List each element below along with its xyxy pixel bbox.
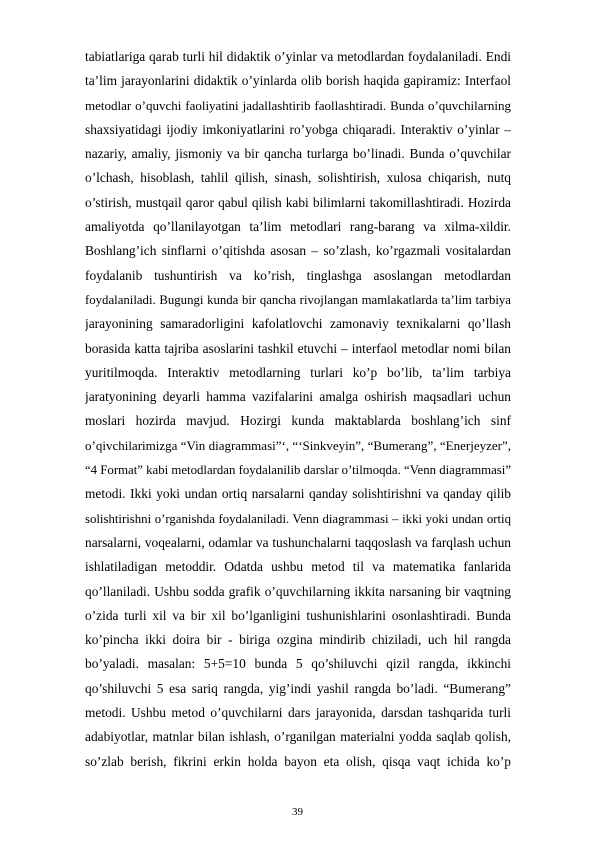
text-line: o’zida turli xil va bir xil bo’lganligini tushunishlarini osonlashtiradi. Bunda <box>85 607 511 623</box>
text-line: moslari hozirda mavjud. Hozirgi kunda maktablarda boshlang’ich sinf <box>85 413 511 429</box>
text-line: Boshlang’ich sinflarni o’qitishda asosan – so’zlash, ko’rgazmali vositalardan <box>85 243 511 259</box>
text-line: tabiatlariga qarab turli hil didaktik o’yinlar va metodlardan foydalaniladi. Endi <box>85 49 511 64</box>
text-line: qo’shiluvchi 5 esa sariq rangda, yig’indi yashil rangda bo’ladi. “Bumerang” <box>85 680 511 696</box>
text-line: ishlatiladigan metoddir. Odatda ushbu metod til va matematika fanlarida <box>85 559 511 575</box>
text-line: o’lchash, hisoblash, tahlil qilish, sinash, solishtirish, xulosa chiqarish, nutq <box>85 170 511 186</box>
text-line: shaxsiyatidagi ijodiy imkoniyatlarini ro’yobga chiqaradi. Interaktiv o’yinlar – <box>85 121 511 137</box>
text-line: qo’llaniladi. Ushbu sodda grafik o’quvchilarning ikkita narsaning bir vaqtning <box>85 583 511 599</box>
text-line: adabiyotlar, matnlar bilan ishlash, o’rganilgan materialni yodda saqlab qolish, <box>85 729 511 745</box>
text-line: foydalaniladi. Bugungi kunda bir qancha rivojlangan mamlakatlarda ta’lim tarbiya <box>85 292 511 307</box>
text-line: jarayonining samaradorligini kafolatlovchi zamonaviy texnikalarni qo’llash <box>85 316 511 332</box>
text-line: ko’pincha ikki doira bir - biriga ozgina mindirib chiziladi, uch hil rangda <box>85 632 511 648</box>
text-line: “4 Format” kabi metodlardan foydalanilib darslar o’tilmoqda. “Venn diagrammasi” <box>85 463 511 478</box>
text-line: borasida katta tajriba asoslarini tashkil etuvchi – interfaol metodlar nomi bilan <box>85 340 511 356</box>
page-number: 39 <box>292 806 303 818</box>
text-line: bo’yaladi. masalan: 5+5=10 bunda 5 qo’shiluvchi qizil rangda, ikkinchi <box>85 656 511 672</box>
text-line: so’zlab berish, fikrini erkin holda bayon eta olish, qisqa vaqt ichida ko’p <box>85 753 511 769</box>
body-text <box>85 45 511 774</box>
text-line: foydalanib tushuntirish va ko’rish, tinglashga asoslangan metodlardan <box>85 267 511 283</box>
text-line: o’stirish, mustqail qaror qabul qilish kabi bilimlarni takomillashtiradi. Hozirda <box>85 194 511 210</box>
text-line: metodi. Ushbu metod o’quvchilarni dars jarayonida, darsdan tashqarida turli <box>85 705 511 721</box>
text-line: metodlar o’quvchi faoliyatini jadallashtirib faollashtiradi. Bunda o’quvchilarning <box>85 97 511 113</box>
text-line: amaliyotda qo’llanilayotgan ta’lim metodlari rang-barang va xilma-xildir. <box>85 219 511 235</box>
text-line: yuritilmoqda. Interaktiv metodlarning turlari ko’p bo’lib, ta’lim tarbiya <box>85 364 511 380</box>
text-line: solishtirishni o’rganishda foydalaniladi. Venn diagrammasi – ikki yoki undan ortiq <box>85 511 511 526</box>
text-line: jaratyonining deyarli hamma vazifalarini amalga oshirish maqsadlari uchun <box>85 389 511 405</box>
text-line: narsalarni, voqealarni, odamlar va tushunchalarni taqqoslash va farqlash uchun <box>85 534 511 550</box>
text-line: metodi. Ikki yoki undan ortiq narsalarni qanday solishtirishni va qanday qilib <box>85 486 511 502</box>
text-line: o’qivchilarimizga “Vin diagrammasi”‘, “‘Sinkveyin”, “Bumerang”, “Enerjeyzer”, <box>85 437 511 453</box>
text-line: ta’lim jarayonlarini didaktik o’yinlarda olib borish haqida gapiramiz: Interfaol <box>85 73 511 89</box>
text-line: nazariy, amaliy, jismoniy va bir qancha turlarga bo’linadi. Bunda o’quvchilar <box>85 146 511 162</box>
